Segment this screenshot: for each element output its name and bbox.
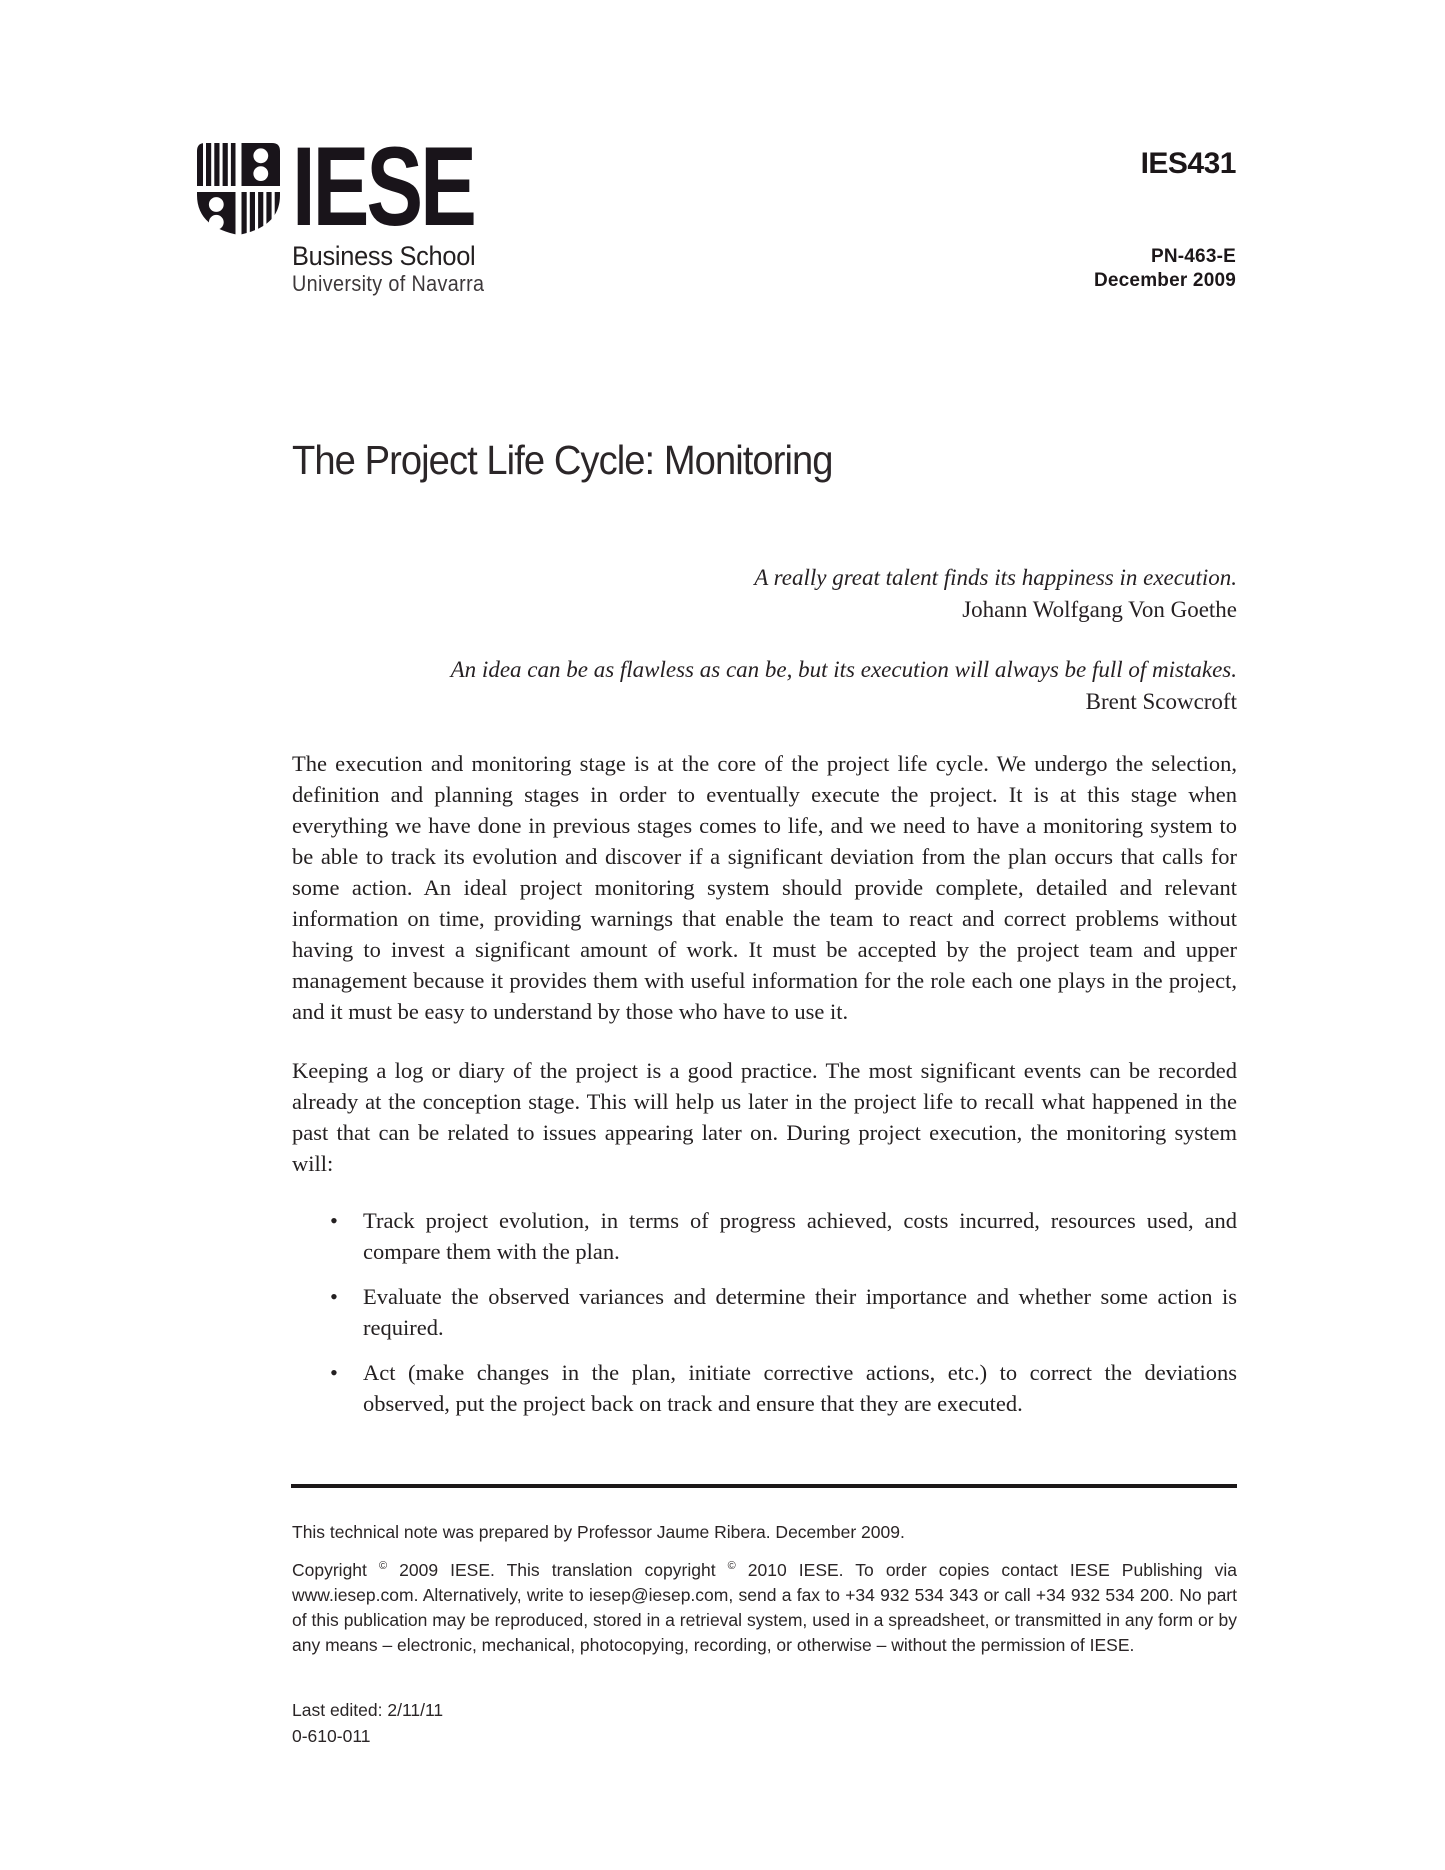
quote-author: Johann Wolfgang Von Goethe <box>962 597 1237 622</box>
quote-author: Brent Scowcroft <box>1085 689 1237 714</box>
copyright-note <box>292 1558 1237 1658</box>
doc-number: 0-610-011 <box>292 1726 371 1746</box>
brand-wordmark: IESE <box>292 124 474 249</box>
quote-text: A really great talent finds its happiness in execution. <box>754 565 1237 590</box>
quote <box>292 654 1237 718</box>
page-title: The Project Life Cycle: Monitoring <box>292 437 833 483</box>
copyright-text: 2009 IESE. This translation copyright <box>387 1560 728 1580</box>
reference-code: PN-463-E <box>1150 246 1236 267</box>
prepared-by-note: This technical note was prepared by Professor Jaume Ribera. December 2009. <box>292 1522 905 1542</box>
doc-code: IES431 <box>1140 147 1236 180</box>
iese-shield-icon <box>197 143 280 235</box>
body-content <box>292 748 1237 1433</box>
footer-divider <box>291 1484 1237 1488</box>
list-item: • Track project evolution, in terms of progress achieved, costs incurred, resources used, and compare them with the plan. <box>363 1205 1237 1267</box>
quote-text: An idea can be as flawless as can be, but its execution will always be full of mistakes. <box>450 657 1237 682</box>
copyright-symbol: © <box>727 1560 736 1573</box>
copyright-text: 2010 IESE. To order copies contact IESE Publishing via www.iesep.com. Alternatively, write to iesep@iesep.com, send a fax to +34 932 534 343 or call +34 932 534 200. <box>292 1560 1237 1605</box>
logo-block <box>292 124 531 296</box>
copyright-text: Copyright <box>292 1560 379 1580</box>
quotes-block <box>292 562 1237 718</box>
list-item: • Evaluate the observed variances and determine their importance and whether some action is required. <box>363 1281 1237 1343</box>
last-edited: Last edited: 2/11/11 <box>292 1700 444 1720</box>
brand-tagline: University of Navarra <box>292 271 485 296</box>
bullet-list <box>292 1205 1237 1419</box>
header-right-block <box>836 147 1236 291</box>
no-reproduction-text: No part of this publication may be reproduced, stored in a retrieval system, used in a spreadsheet, or transmitted in any form or by any means – electronic, mechanical, photocopying, recording, or otherwise – without the permission of IESE. <box>292 1585 1237 1655</box>
paragraph: The execution and monitoring stage is at the core of the project life cycle. We undergo the selection, definition and planning stages in order to eventually execute the project. It is at this stage when everything we have done in previous stages comes to life, and we need to have a monitoring system to be able to track its evolution and discover if a significant deviation from the plan occurs that calls for some action. An ideal project monitoring system should provide complete, detailed and relevant information on time, providing warnings that enable the team to react and correct problems without having to invest a significant amount of work. It must be accepted by the project team and upper management because it provides them with useful information for the role each one plays in the project, and it must be easy to understand by those who have to use it. <box>292 751 1237 1024</box>
paragraph: Keeping a log or diary of the project is a good practice. The most significant events can be recorded already at the conception stage. This will help us later in the project life to recall what happened in the past that can be related to issues appearing later on. During project execution, the monitoring system will: <box>292 1058 1237 1176</box>
brand-subtitle: Business School <box>292 241 476 271</box>
list-item: • Act (make changes in the plan, initiate corrective actions, etc.) to correct the deviations observed, put the project back on track and ensure that they are executed. <box>363 1357 1237 1419</box>
copyright-symbol: © <box>378 1560 388 1573</box>
quote <box>292 562 1237 626</box>
doc-date: December 2009 <box>1093 270 1236 291</box>
